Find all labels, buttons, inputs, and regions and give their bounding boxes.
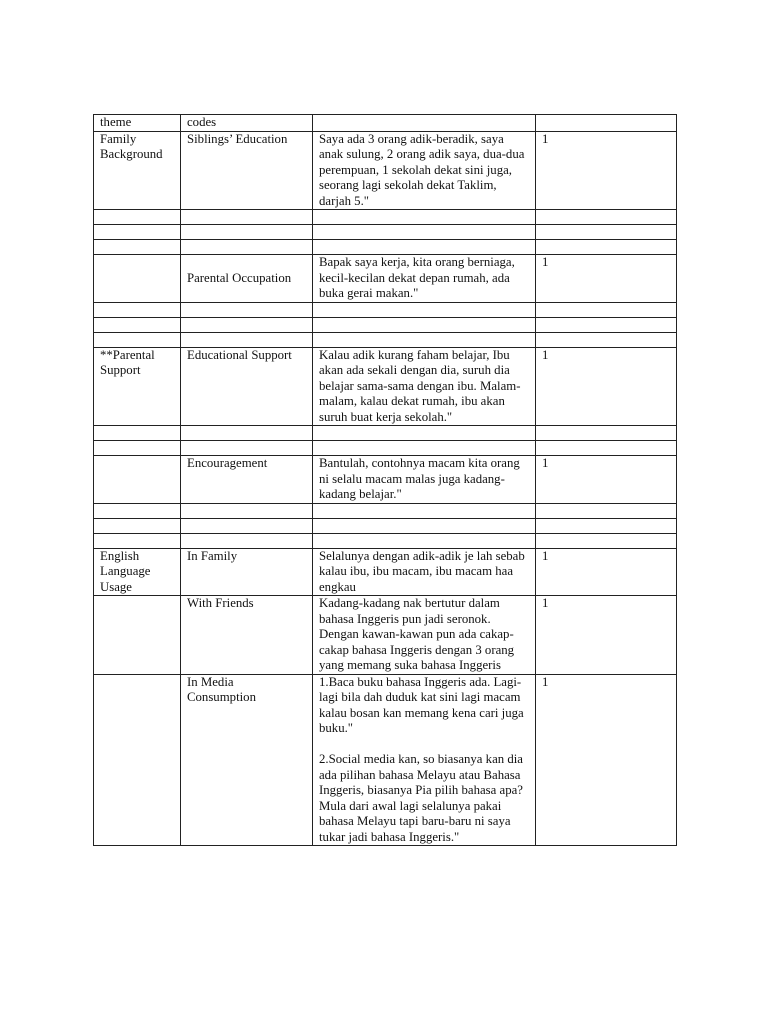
header-theme: theme bbox=[94, 115, 181, 132]
excerpt-cell: Saya ada 3 orang adik-beradik, saya anak sulung, 2 orang adik saya, dua-dua perempuan, 1 sekolah dekat sini juga, seorang lagi sekolah dekat Taklim, darjah 5." bbox=[313, 131, 536, 210]
count-cell: 1 bbox=[536, 596, 677, 675]
table-row-empty bbox=[94, 441, 677, 456]
header-excerpt bbox=[313, 115, 536, 132]
empty-cell bbox=[181, 302, 313, 317]
count-cell: 1 bbox=[536, 456, 677, 504]
empty-cell bbox=[181, 317, 313, 332]
empty-cell bbox=[313, 317, 536, 332]
empty-cell bbox=[94, 533, 181, 548]
table-row-empty bbox=[94, 302, 677, 317]
empty-cell bbox=[94, 302, 181, 317]
empty-cell bbox=[536, 210, 677, 225]
empty-cell bbox=[536, 240, 677, 255]
empty-cell bbox=[536, 441, 677, 456]
code-cell: In Media Consumption bbox=[181, 674, 313, 846]
excerpt-cell: Bantulah, contohnya macam kita orang ni selalu macam malas juga kadang-kadang belajar." bbox=[313, 456, 536, 504]
empty-cell bbox=[536, 302, 677, 317]
coding-table bbox=[93, 114, 677, 846]
theme-cell: English Language Usage bbox=[94, 548, 181, 596]
table-row bbox=[94, 347, 677, 426]
code-cell: Parental Occupation bbox=[181, 255, 313, 303]
theme-cell bbox=[94, 255, 181, 303]
empty-cell bbox=[181, 332, 313, 347]
table-row-empty bbox=[94, 518, 677, 533]
empty-cell bbox=[181, 441, 313, 456]
table-row bbox=[94, 548, 677, 596]
empty-cell bbox=[536, 426, 677, 441]
empty-cell bbox=[536, 317, 677, 332]
empty-cell bbox=[94, 518, 181, 533]
count-cell: 1 bbox=[536, 347, 677, 426]
code-cell: Educational Support bbox=[181, 347, 313, 426]
table-row bbox=[94, 131, 677, 210]
code-cell: Encouragement bbox=[181, 456, 313, 504]
empty-cell bbox=[313, 426, 536, 441]
coding-table-body bbox=[94, 115, 677, 846]
empty-cell bbox=[313, 503, 536, 518]
empty-cell bbox=[313, 441, 536, 456]
table-row-empty bbox=[94, 317, 677, 332]
empty-cell bbox=[94, 503, 181, 518]
count-cell: 1 bbox=[536, 131, 677, 210]
table-row-empty bbox=[94, 503, 677, 518]
header-codes: codes bbox=[181, 115, 313, 132]
empty-cell bbox=[313, 210, 536, 225]
empty-cell bbox=[536, 533, 677, 548]
empty-cell bbox=[94, 317, 181, 332]
header-count bbox=[536, 115, 677, 132]
empty-cell bbox=[181, 210, 313, 225]
empty-cell bbox=[313, 302, 536, 317]
empty-cell bbox=[94, 210, 181, 225]
table-row-empty bbox=[94, 426, 677, 441]
table-row bbox=[94, 674, 677, 846]
empty-cell bbox=[94, 441, 181, 456]
excerpt-cell: Kadang-kadang nak bertutur dalam bahasa Inggeris pun jadi seronok. Dengan kawan-kawan pun ada cakap-cakap bahasa Inggeris dengan 3 orang yang memang suka bahasa Inggeris bbox=[313, 596, 536, 675]
count-cell: 1 bbox=[536, 548, 677, 596]
table-row-empty bbox=[94, 210, 677, 225]
excerpt-cell: 1.Baca buku bahasa Inggeris ada. Lagi-lagi bila dah duduk kat sini lagi macam kalau bosan kan memang kena cari juga buku." 2.Social media kan, so biasanya kan dia ada pilihan bahasa Melayu atau Bahasa Inggeris, biasanya Pia pilih bahasa apa? Mula dari awal lagi selalunya pakai bahasa Melayu tapi baru-baru ni saya tukar jadi bahasa Inggeris." bbox=[313, 674, 536, 846]
empty-cell bbox=[181, 533, 313, 548]
theme-cell bbox=[94, 456, 181, 504]
empty-cell bbox=[536, 503, 677, 518]
excerpt-cell: Bapak saya kerja, kita orang berniaga, kecil-kecilan dekat depan rumah, ada buka gerai makan." bbox=[313, 255, 536, 303]
code-cell: Siblings’ Education bbox=[181, 131, 313, 210]
table-row bbox=[94, 456, 677, 504]
empty-cell bbox=[313, 240, 536, 255]
empty-cell bbox=[181, 503, 313, 518]
empty-cell bbox=[536, 225, 677, 240]
theme-cell bbox=[94, 596, 181, 675]
table-row-empty bbox=[94, 332, 677, 347]
excerpt-cell: Selalunya dengan adik-adik je lah sebab kalau ibu, ibu macam, ibu macam haa engkau bbox=[313, 548, 536, 596]
table-header-row bbox=[94, 115, 677, 132]
empty-cell bbox=[181, 518, 313, 533]
empty-cell bbox=[536, 518, 677, 533]
theme-cell: **Parental Support bbox=[94, 347, 181, 426]
table-row-empty bbox=[94, 533, 677, 548]
code-cell: In Family bbox=[181, 548, 313, 596]
empty-cell bbox=[94, 426, 181, 441]
empty-cell bbox=[313, 332, 536, 347]
count-cell: 1 bbox=[536, 674, 677, 846]
empty-cell bbox=[181, 225, 313, 240]
empty-cell bbox=[94, 225, 181, 240]
empty-cell bbox=[536, 332, 677, 347]
count-cell: 1 bbox=[536, 255, 677, 303]
table-row bbox=[94, 596, 677, 675]
excerpt-cell: Kalau adik kurang faham belajar, Ibu akan ada sekali dengan dia, suruh dia belajar sama-sama dengan ibu. Malam-malam, kalau dekat rumah, ibu akan suruh buat kerja sekolah." bbox=[313, 347, 536, 426]
table-row-empty bbox=[94, 225, 677, 240]
empty-cell bbox=[94, 240, 181, 255]
empty-cell bbox=[313, 518, 536, 533]
code-cell: With Friends bbox=[181, 596, 313, 675]
empty-cell bbox=[313, 533, 536, 548]
empty-cell bbox=[313, 225, 536, 240]
table-row bbox=[94, 255, 677, 303]
empty-cell bbox=[181, 240, 313, 255]
theme-cell: Family Background bbox=[94, 131, 181, 210]
empty-cell bbox=[181, 426, 313, 441]
empty-cell bbox=[94, 332, 181, 347]
theme-cell bbox=[94, 674, 181, 846]
table-row-empty bbox=[94, 240, 677, 255]
